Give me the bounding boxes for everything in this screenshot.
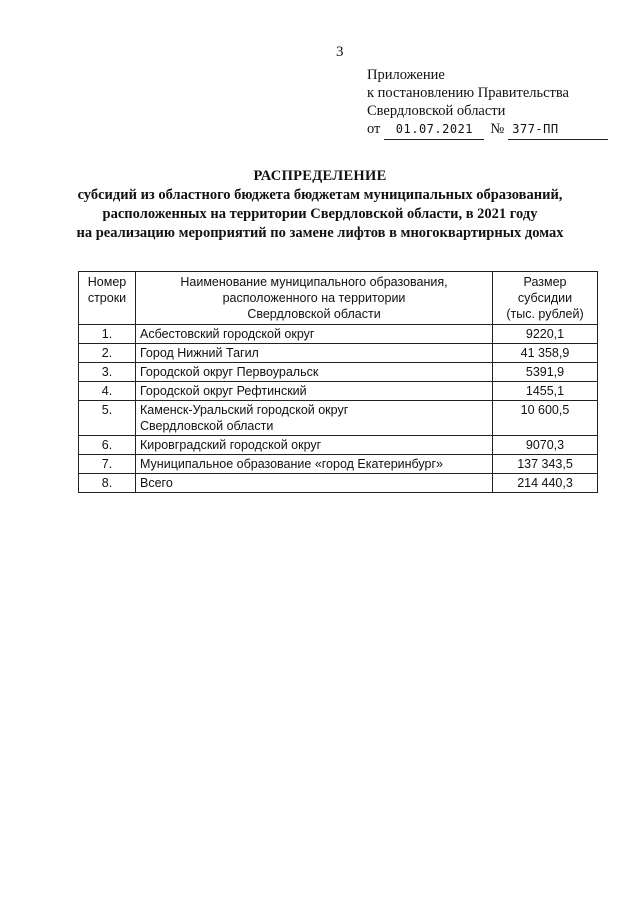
header-amount-line: субсидии bbox=[517, 291, 573, 305]
title-line-3: на реализацию мероприятий по замене лифтов в многоквартирных домах bbox=[76, 225, 564, 241]
row-num: 5. bbox=[79, 401, 136, 436]
appendix-line-3: Свердловской области bbox=[367, 103, 506, 119]
table-row bbox=[79, 344, 598, 363]
row-num: 6. bbox=[79, 436, 136, 455]
header-num-line: Номер bbox=[87, 275, 127, 289]
table-row bbox=[79, 382, 598, 401]
appendix-date-line bbox=[367, 120, 608, 140]
title-line-2: расположенных на территории Свердловской области, в 2021 году bbox=[102, 206, 538, 222]
row-num: 7. bbox=[79, 455, 136, 474]
number-prefix: № bbox=[490, 121, 505, 137]
appendix-block bbox=[367, 66, 608, 140]
header-amount bbox=[493, 272, 598, 325]
header-num-line: строки bbox=[87, 291, 127, 305]
row-name bbox=[136, 401, 493, 436]
header-name-line: расположенного на территории bbox=[222, 291, 406, 305]
table-row bbox=[79, 401, 598, 436]
row-name: Городской округ Первоуральск bbox=[136, 363, 493, 382]
header-amount-line: Размер bbox=[523, 275, 567, 289]
page-number: 3 bbox=[336, 44, 344, 60]
date-prefix: от bbox=[367, 121, 381, 137]
appendix-line-1: Приложение bbox=[367, 67, 445, 83]
header-name-line: Свердловской области bbox=[247, 307, 381, 321]
header-amount-line: (тыс. рублей) bbox=[506, 307, 584, 321]
row-amount: 137 343,5 bbox=[493, 455, 598, 474]
row-amount: 10 600,5 bbox=[493, 401, 598, 436]
table-row bbox=[79, 436, 598, 455]
title-line-1: субсидий из областного бюджета бюджетам муниципальных образований, bbox=[77, 187, 563, 203]
row-name-line: Свердловской области bbox=[140, 419, 274, 433]
table-row-total bbox=[79, 474, 598, 493]
row-name: Асбестовский городской округ bbox=[136, 325, 493, 344]
header-name-line: Наименование муниципального образования, bbox=[180, 275, 448, 289]
row-name-line: Каменск-Уральский городской округ bbox=[140, 403, 349, 417]
title-main: РАСПРЕДЕЛЕНИЕ bbox=[253, 168, 387, 184]
row-name: Всего bbox=[136, 474, 493, 493]
row-amount: 1455,1 bbox=[493, 382, 598, 401]
table-header-row bbox=[79, 272, 598, 325]
document-title bbox=[30, 167, 610, 243]
header-name bbox=[136, 272, 493, 325]
row-num: 8. bbox=[79, 474, 136, 493]
row-amount: 41 358,9 bbox=[493, 344, 598, 363]
row-num: 2. bbox=[79, 344, 136, 363]
row-amount: 9220,1 bbox=[493, 325, 598, 344]
row-amount: 5391,9 bbox=[493, 363, 598, 382]
row-num: 4. bbox=[79, 382, 136, 401]
row-name: Муниципальное образование «город Екатеринбург» bbox=[136, 455, 493, 474]
table-row bbox=[79, 455, 598, 474]
row-num: 3. bbox=[79, 363, 136, 382]
appendix-line-2: к постановлению Правительства bbox=[367, 85, 569, 101]
table-row bbox=[79, 363, 598, 382]
subsidies-table bbox=[78, 271, 598, 493]
row-amount: 214 440,3 bbox=[493, 474, 598, 493]
row-name: Городской округ Рефтинский bbox=[136, 382, 493, 401]
row-amount: 9070,3 bbox=[493, 436, 598, 455]
header-num bbox=[79, 272, 136, 325]
resolution-number: 377-ПП bbox=[508, 120, 608, 140]
resolution-date: 01.07.2021 bbox=[384, 120, 484, 140]
row-name: Город Нижний Тагил bbox=[136, 344, 493, 363]
row-name: Кировградский городской округ bbox=[136, 436, 493, 455]
row-num: 1. bbox=[79, 325, 136, 344]
table-row bbox=[79, 325, 598, 344]
